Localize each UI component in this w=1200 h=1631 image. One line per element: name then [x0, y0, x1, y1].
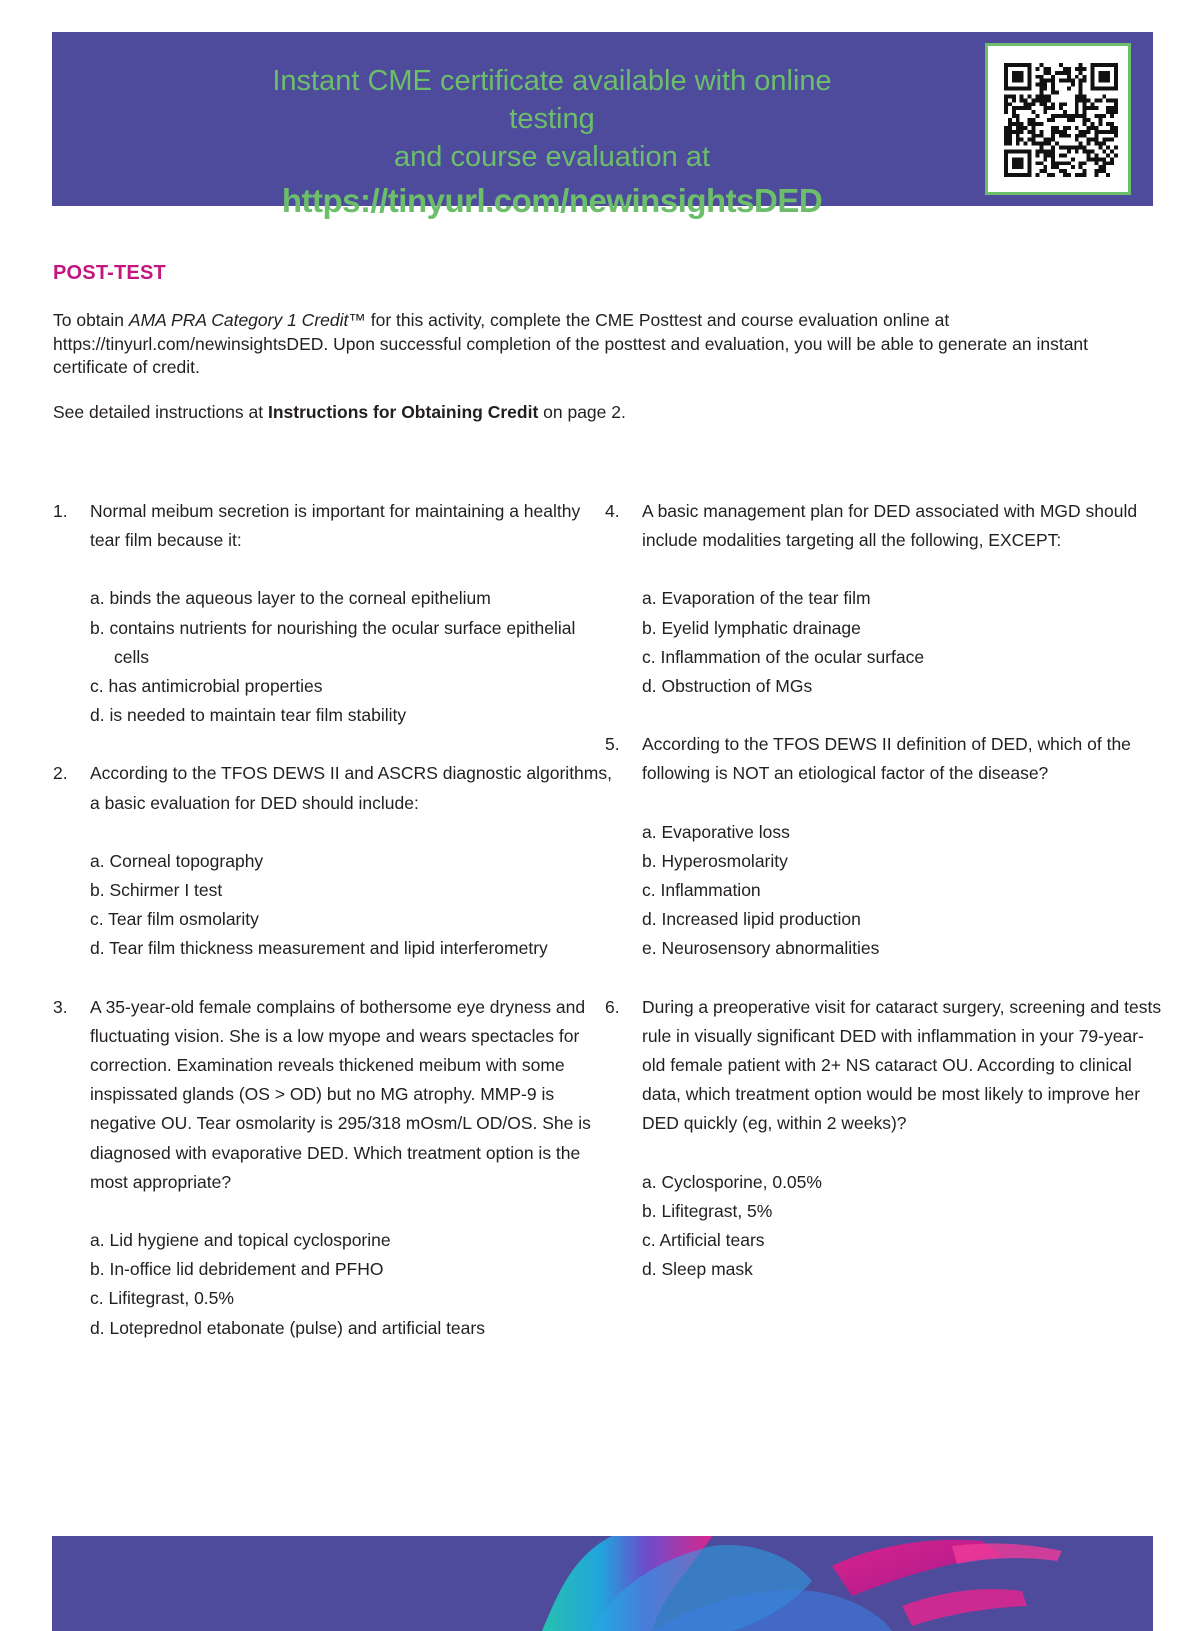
question-text: A basic management plan for DED associated with MGD should include modalities targeting all the following, EXCEPT:	[642, 501, 1138, 551]
questions-right-column	[605, 497, 1165, 1313]
question-number: 3.	[53, 996, 68, 1017]
intro-paragraph-credit	[53, 309, 1113, 380]
answer-option: b. Hyperosmolarity	[642, 850, 788, 871]
answer-option: c. Tear film osmolarity	[90, 909, 259, 930]
question-text: According to the TFOS DEWS II and ASCRS diagnostic algorithms, a basic evaluation for DED should include:	[90, 763, 612, 813]
intro-p1-post: for this activity, complete the CME Posttest and course evaluation online at https://tinyurl.com/newinsightsDED. Upon successful completion of the posttest and evaluation, you will be able to generate an instant certificate of credit.	[53, 310, 1089, 377]
banner-url-link[interactable]: https://tinyurl.com/newinsightsDED	[281, 182, 823, 219]
answer-option: d. Obstruction of MGs	[642, 676, 813, 697]
question-text: A 35-year-old female complains of bothersome eye dryness and fluctuating vision. She is a low myope and wears spectacles for correction. Examination reveals thickened meibum with some inspissated glands (OS > OD) but no MG atrophy. MMP-9 is negative OU. Tear osmolarity is 295/318 mOsm/L OD/OS. She is diagnosed with evaporative DED. Which treatment option is the most appropriate?	[90, 996, 591, 1192]
question-6	[605, 993, 1165, 1285]
intro-p2-post: on page 2.	[538, 401, 626, 422]
answer-options	[90, 584, 613, 730]
answer-option: c. Lifitegrast, 0.5%	[90, 1288, 234, 1309]
answer-option: d. Loteprednol etabonate (pulse) and artificial tears	[90, 1317, 485, 1338]
question-2	[53, 759, 613, 963]
answer-option: a. Evaporation of the tear film	[642, 588, 871, 609]
intro-text	[53, 309, 1113, 424]
answer-option: c. Inflammation	[642, 880, 761, 901]
question-text: During a preoperative visit for cataract surgery, screening and tests rule in visually significant DED with inflammation in your 79-year-old female patient with 2+ NS cataract OU. According to clinical data, which treatment option would be most likely to improve her DED quickly (eg, within 2 weeks)?	[642, 996, 1162, 1134]
question-5	[605, 730, 1165, 963]
question-number: 2.	[53, 763, 68, 784]
answer-option: e. Neurosensory abnormalities	[642, 938, 880, 959]
answer-options	[642, 1168, 1165, 1285]
answer-options	[642, 584, 1165, 701]
answer-options	[90, 1226, 613, 1343]
answer-option: c. Artificial tears	[642, 1230, 765, 1251]
answer-option: b. In-office lid debridement and PFHO	[90, 1259, 384, 1280]
answer-option: b. Eyelid lymphatic drainage	[642, 617, 861, 638]
intro-p1-credit-name: AMA PRA Category 1 Credit™	[128, 310, 366, 330]
answer-options	[90, 847, 613, 964]
question-1	[53, 497, 613, 730]
answer-option: c. Inflammation of the ocular surface	[642, 646, 925, 667]
answer-option: a. Evaporative loss	[642, 821, 790, 842]
answer-option: b. Lifitegrast, 5%	[642, 1200, 773, 1221]
intro-paragraph-instructions	[53, 401, 1113, 425]
cme-banner	[52, 32, 1153, 219]
intro-p2-pre: See detailed instructions at	[53, 401, 268, 422]
banner-text	[252, 62, 852, 224]
banner-line-1: Instant CME certificate available with online testing	[272, 65, 832, 135]
question-text: Normal meibum secretion is important for maintaining a healthy tear film because it:	[90, 501, 581, 551]
qr-code-icon[interactable]	[985, 43, 1131, 195]
answer-option: c. has antimicrobial properties	[90, 676, 323, 697]
answer-option: d. Tear film thickness measurement and lipid interferometry	[90, 938, 548, 959]
intro-p1-pre: To obtain	[53, 310, 129, 330]
questions-left-column	[53, 497, 613, 1372]
answer-option: a. binds the aqueous layer to the corneal epithelium	[90, 588, 491, 609]
intro-p2-instructions-ref: Instructions for Obtaining Credit	[268, 401, 539, 422]
answer-option: d. Increased lipid production	[642, 909, 861, 930]
banner-line-2: and course evaluation at	[394, 141, 710, 173]
question-text: According to the TFOS DEWS II definition of DED, which of the following is NOT an etiological factor of the disease?	[642, 734, 1131, 784]
abstract-eye-artwork-icon	[52, 1536, 1153, 1631]
question-number: 1.	[53, 501, 68, 521]
question-number: 6.	[605, 996, 620, 1017]
answer-option: a. Cyclosporine, 0.05%	[642, 1171, 822, 1192]
qr-code-graphic	[1004, 63, 1118, 177]
answer-option: b. Schirmer I test	[90, 880, 223, 901]
answer-option: a. Lid hygiene and topical cyclosporine	[90, 1230, 391, 1251]
question-3	[53, 993, 613, 1343]
question-number: 5.	[605, 734, 620, 755]
post-test-title: POST-TEST	[53, 262, 166, 284]
answer-option: b. contains nutrients for nourishing the ocular surface epithelial cells	[90, 617, 576, 667]
question-4	[605, 497, 1165, 701]
answer-option: d. Sleep mask	[642, 1259, 753, 1280]
answer-option: a. Corneal topography	[90, 850, 264, 871]
answer-options	[642, 818, 1165, 964]
question-number: 4.	[605, 501, 620, 521]
answer-option: d. is needed to maintain tear film stability	[90, 705, 407, 726]
footer-band	[52, 1536, 1153, 1631]
